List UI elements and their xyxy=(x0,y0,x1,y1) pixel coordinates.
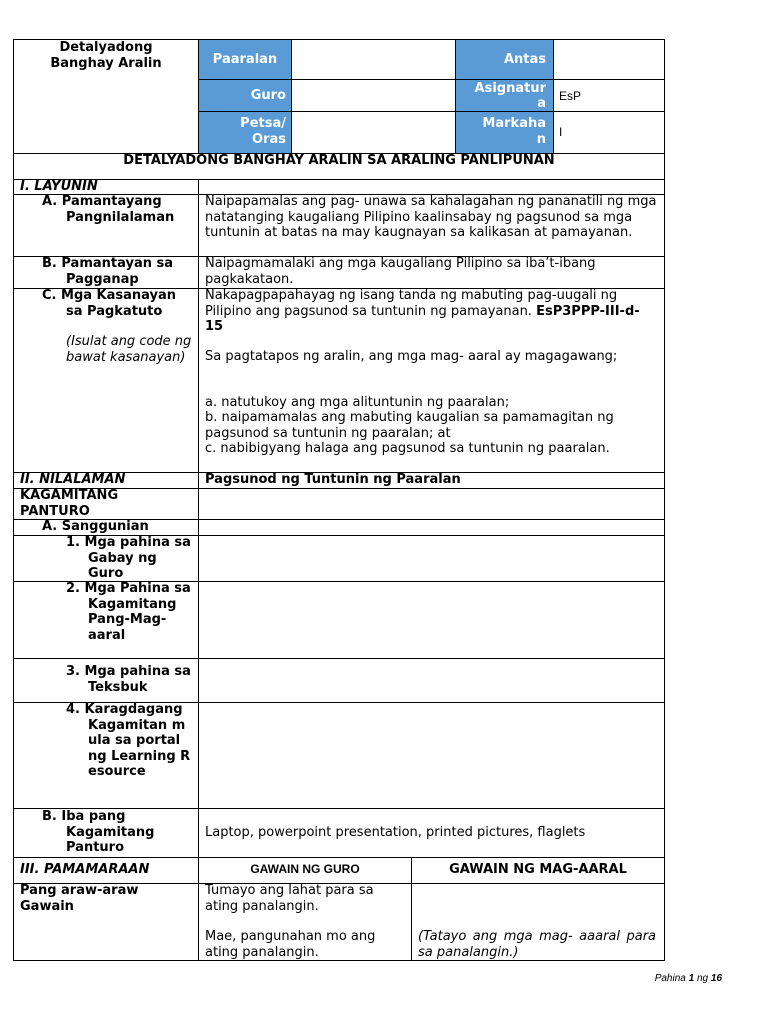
kasanayan-label: C. Mga Kasanayan sa Pagkatuto xyxy=(42,288,177,319)
pamantayang-pangnilalaman-label: A. Pamantayang Pangnilalaman xyxy=(42,194,175,225)
paaralan-label: Paaralan xyxy=(212,52,278,67)
page-number xyxy=(655,973,722,984)
guro-label: Guro xyxy=(250,88,286,103)
kagamitan-heading: KAGAMITANG PANTURO xyxy=(20,488,119,519)
guro-value-cell[interactable] xyxy=(291,79,456,112)
kasanayan-objective-c: c. nabibigyang halaga ang pagsunod sa tuntunin ng paaralan. xyxy=(205,441,610,456)
antas-value-cell[interactable] xyxy=(553,39,665,80)
petsa-label-line2: Oras xyxy=(252,132,286,147)
guro-activity-line2: Mae, pangunahan mo ang ating panalangin. xyxy=(205,929,376,960)
markahan-value: I xyxy=(559,125,563,139)
markahan-label-line2: n xyxy=(536,132,546,147)
pamantayan-pagganap-label: B. Pamantayan sa Pagganap xyxy=(42,256,174,287)
gawain-guro-header: GAWAIN NG GURO xyxy=(250,862,360,876)
nilalaman-value: Pagsunod ng Tuntunin ng Paaralan xyxy=(205,472,461,487)
kasanayan-code: EsP3PPP-III-d-15 xyxy=(205,303,640,334)
kasanayan-objective-a: a. natutukoy ang mga alituntunin ng paaralan; xyxy=(205,395,510,410)
magaaral-activity-line: (Tatayo ang mga mag- aaaral para sa panalangin.) xyxy=(418,929,656,960)
araw-araw-label: Pang araw-araw Gawain xyxy=(20,883,139,914)
layunin-heading-right-cell xyxy=(198,179,665,195)
item3-value-cell[interactable] xyxy=(198,658,665,703)
antas-label: Antas xyxy=(503,52,546,67)
item1-label: 1. Mga pahina sa Gabay ng Guro xyxy=(66,535,191,581)
item4-value-cell[interactable] xyxy=(198,702,665,809)
layunin-heading: I. LAYUNIN xyxy=(20,179,98,194)
petsa-label-line1: Petsa/ xyxy=(240,116,286,131)
doc-label: Detalyadong Banghay Aralin xyxy=(50,40,162,71)
pamamaraan-heading: III. PAMAMARAAN xyxy=(20,862,150,877)
kasanayan-text: Nakapagpapahayag ng isang tanda ng mabuting pag-uugali ng Pilipino ang pagsunod sa tuntunin ng pamayanan. xyxy=(205,288,618,319)
page-number-of: ng xyxy=(696,973,709,984)
gawain-magaaral-header: GAWAIN NG MAG-AARAL xyxy=(449,862,627,877)
kasanayan-objective-b: b. naipamamalas ang mabuting kaugalian sa pamamagitan ng pagsunod sa tuntunin ng paaralan; at xyxy=(205,410,614,441)
kasanayan-text-block xyxy=(205,288,645,335)
item4-label: 4. Karagdagang Kagamitan mula sa portal ng Learning Resource xyxy=(66,702,191,779)
kasanayan-note: (Isulat ang code ng bawat kasanayan) xyxy=(66,334,192,365)
pamantayang-pangnilalaman-text: Naipapamalas ang pag- unawa sa kahalagahan ng pananatili ng mga natatanging kaugaliang Pilipino kaalinsabay ng pagsunod sa mga tuntunin at batas na may kaugnayan sa kalikasan at pamayanan. xyxy=(205,194,657,240)
asignatura-label-line2: a xyxy=(537,96,546,111)
guro-activity-line1: Tumayo ang lahat para sa ating panalangin. xyxy=(205,883,374,914)
page-number-total: 16 xyxy=(710,973,722,984)
markahan-value-cell[interactable] xyxy=(553,111,665,154)
kagamitan-heading-right-cell xyxy=(198,488,665,520)
page-title: DETALYADONG BANGHAY ARALIN SA ARALING PANLIPUNAN xyxy=(123,153,555,168)
markahan-label-line1: Markaha xyxy=(482,116,546,131)
sanggunian-right-cell xyxy=(198,519,665,536)
asignatura-value: EsP xyxy=(559,89,582,103)
item2-label: 2. Mga Pahina sa Kagamitang Pang-Mag-aaral xyxy=(66,581,191,643)
sanggunian-label: A. Sanggunian xyxy=(42,519,149,534)
item3-label: 3. Mga pahina sa Teksbuk xyxy=(66,664,191,695)
paaralan-value-cell[interactable] xyxy=(291,39,456,80)
petsa-value-cell[interactable] xyxy=(291,111,456,154)
iba-value: Laptop, powerpoint presentation, printed pictures, flaglets xyxy=(205,825,586,840)
iba-label: B. Iba pang Kagamitang Panturo xyxy=(42,809,155,855)
pamantayan-pagganap-text: Naipagmamalaki ang mga kaugaliang Pilipino sa iba’t-ibang pagkakataon. xyxy=(205,256,596,287)
page-number-current: 1 xyxy=(688,973,695,984)
nilalaman-heading: II. NILALAMAN xyxy=(20,472,126,487)
page-number-prefix: Pahina xyxy=(654,973,686,984)
item1-value-cell[interactable] xyxy=(198,535,665,582)
kasanayan-intro: Sa pagtatapos ng aralin, ang mga mag- aaral ay magagawang; xyxy=(205,349,618,364)
item2-value-cell[interactable] xyxy=(198,581,665,659)
asignatura-label-line1: Asignatur xyxy=(474,81,546,96)
